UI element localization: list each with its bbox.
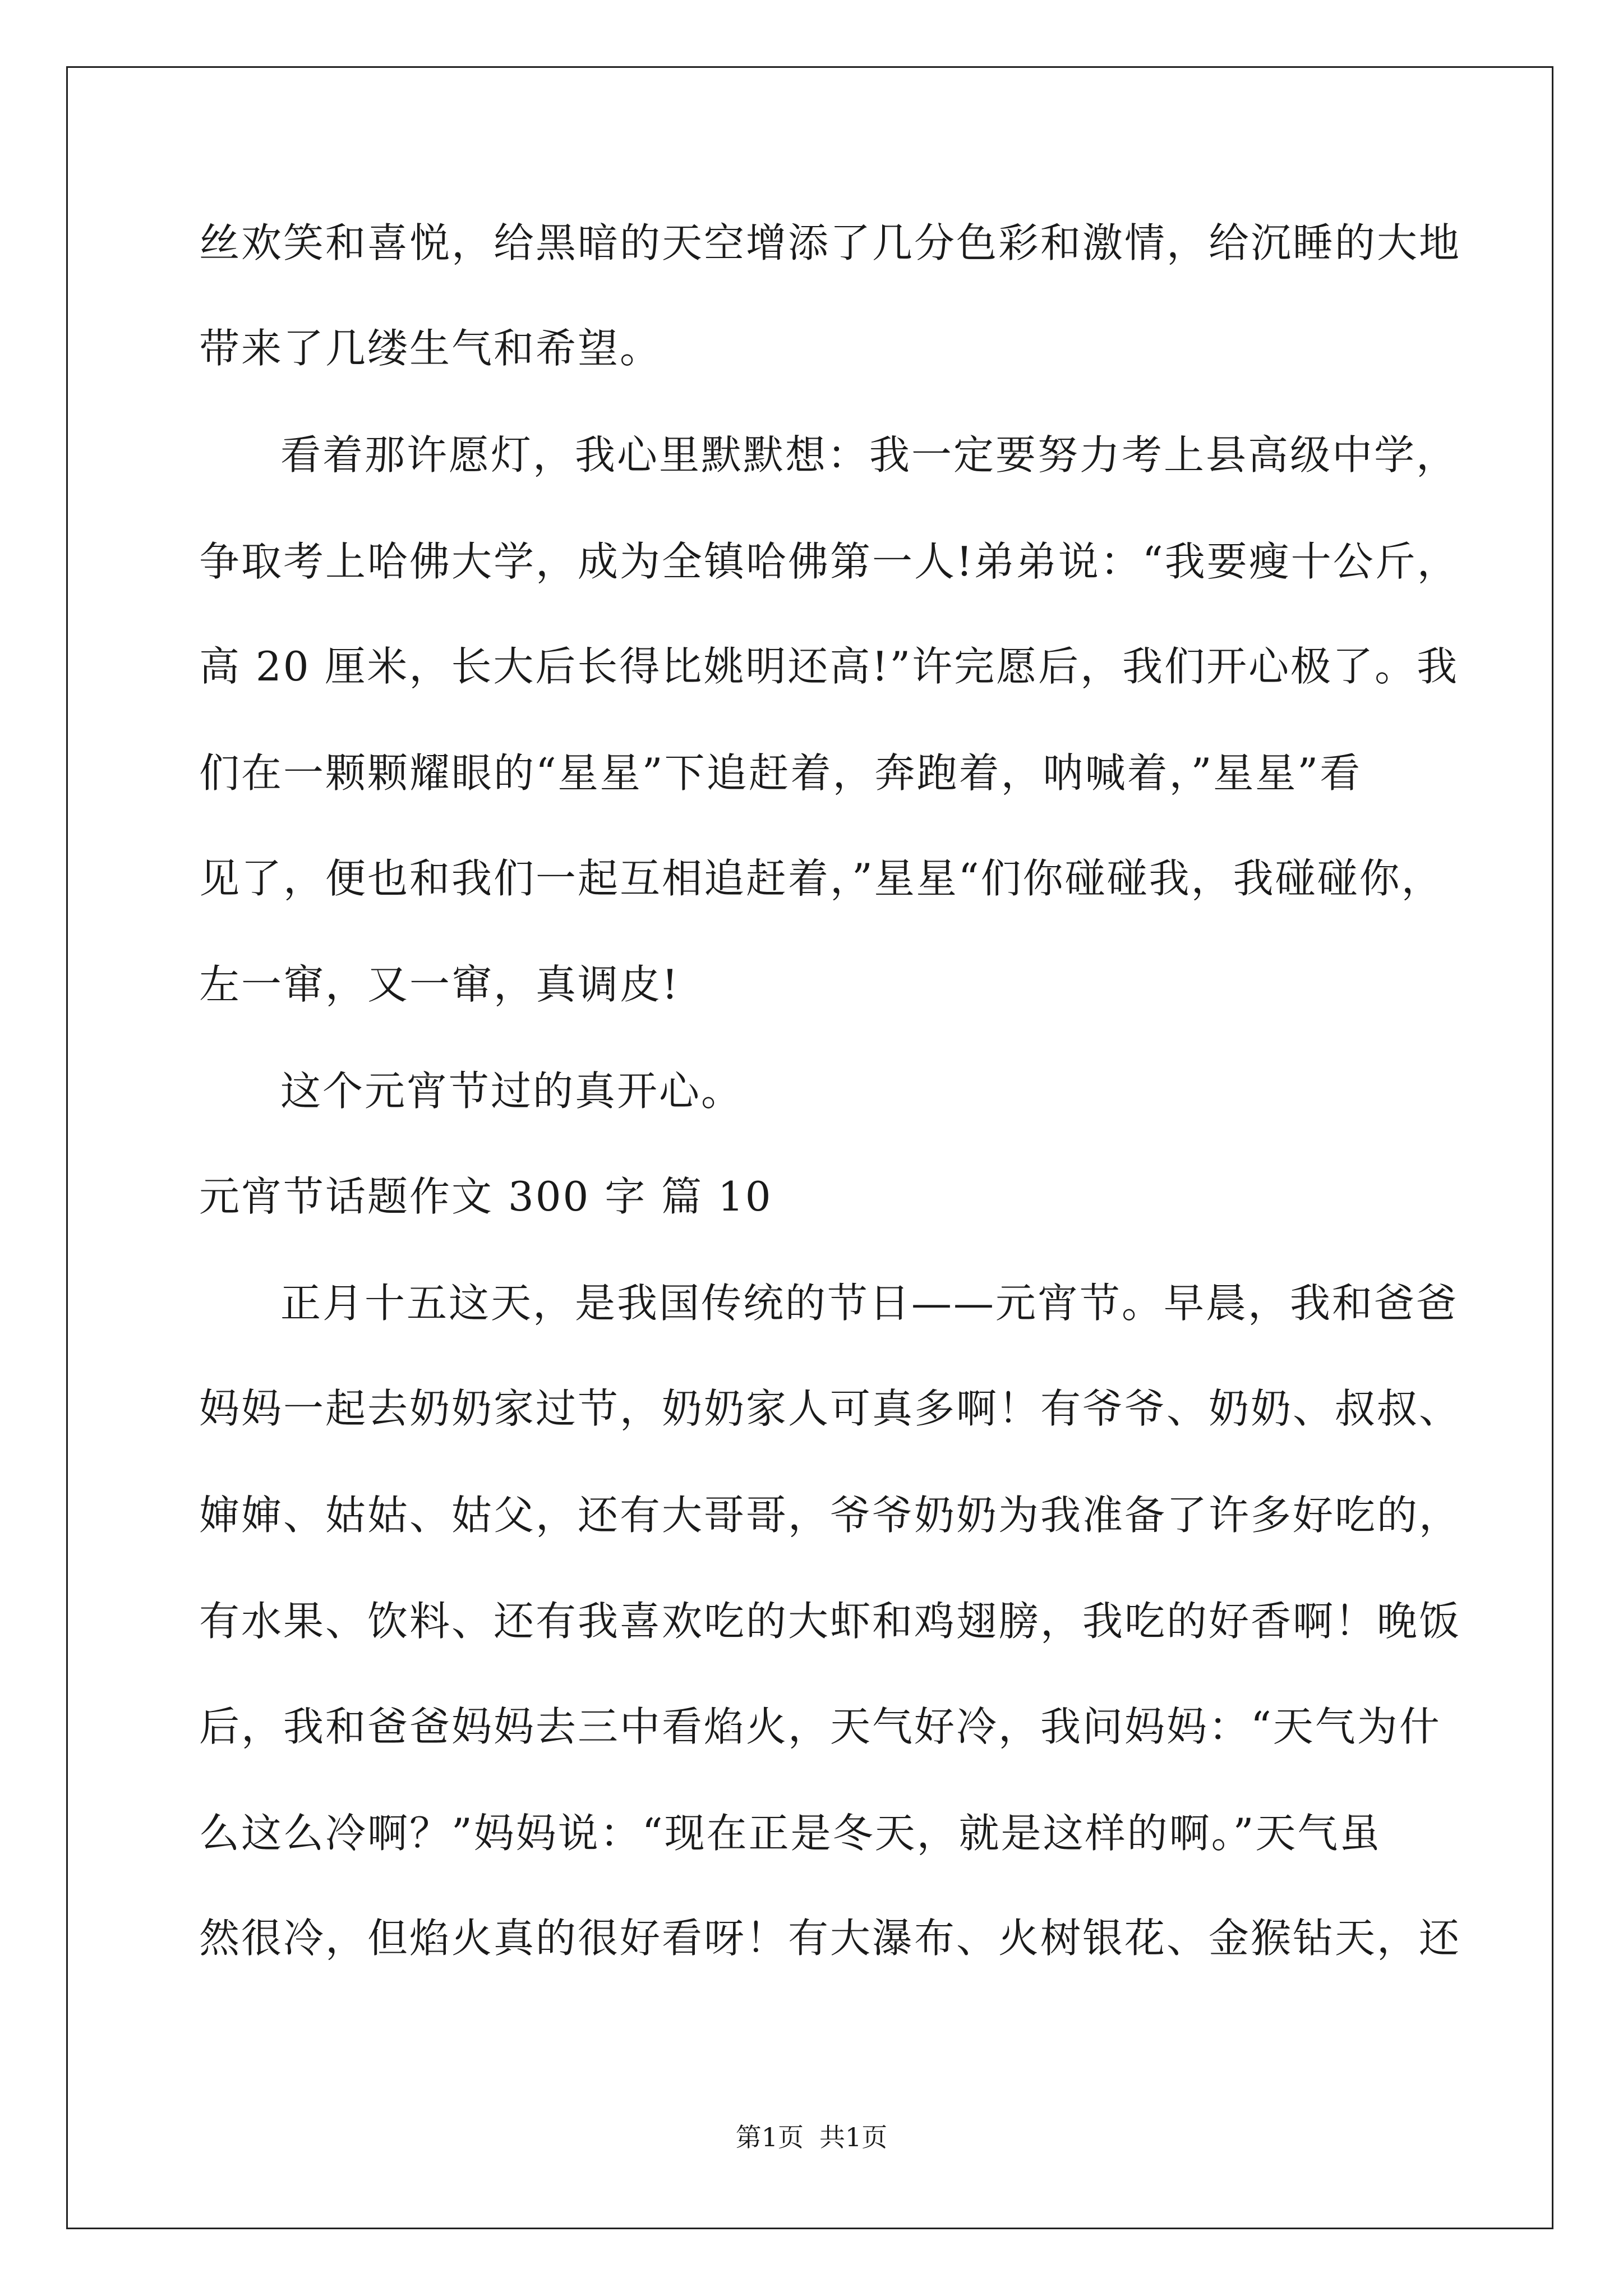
text-line: 妈妈一起去奶奶家过节，奶奶家人可真多啊！有爷爷、奶奶、叔叔、 [199,1385,1461,1432]
text-line: 然很冷，但焰火真的很好看呀！有大瀑布、火树银花、金猴钻天，还 [199,1915,1461,1962]
text-line: 左一窜，又一窜，真调皮! [199,961,680,1008]
text-line: 带来了几缕生气和希望。 [199,325,662,372]
paragraph-start-line: 正月十五这天，是我国传统的节日——元宵节。早晨，我和爸爸 [280,1280,1459,1327]
page-border [66,66,1553,2229]
page-footer [0,2120,1623,2154]
text-line: 婶婶、姑姑、姑父，还有大哥哥，爷爷奶奶为我准备了许多好吃的， [199,1492,1461,1539]
page-number: 第1页 [735,2122,804,2152]
text-line: 高 20 厘米，长大后长得比姚明还高!”许完愿后，我们开心极了。我 [199,643,1459,690]
text-line: 么这么冷啊？”妈妈说：“现在正是冬天，就是这样的啊。”天气虽 [199,1810,1382,1857]
text-line: 后，我和爸爸妈妈去三中看焰火，天气好冷，我问妈妈：“天气为什 [199,1703,1441,1750]
paragraph-start-line: 这个元宵节过的真开心。 [280,1068,744,1115]
section-heading: 元宵节话题作文 300 字 篇 10 [199,1173,773,1220]
text-line: 们在一颗颗耀眼的“星星”下追赶着，奔跑着，呐喊着，”星星”看 [199,749,1362,797]
paragraph-start-line: 看着那许愿灯，我心里默默想：我一定要努力考上县高级中学， [280,431,1459,478]
page-total: 共1页 [819,2122,888,2152]
text-line: 争取考上哈佛大学，成为全镇哈佛第一人!弟弟说：“我要瘦十公斤， [199,538,1459,585]
text-line: 有水果、饮料、还有我喜欢吃的大虾和鸡翅膀，我吃的好香啊！晚饭 [199,1598,1461,1645]
text-line: 丝欢笑和喜悦，给黑暗的天空增添了几分色彩和激情，给沉睡的大地 [199,219,1461,266]
text-line: 见了，便也和我们一起互相追赶着，”星星“们你碰碰我，我碰碰你， [199,855,1444,902]
